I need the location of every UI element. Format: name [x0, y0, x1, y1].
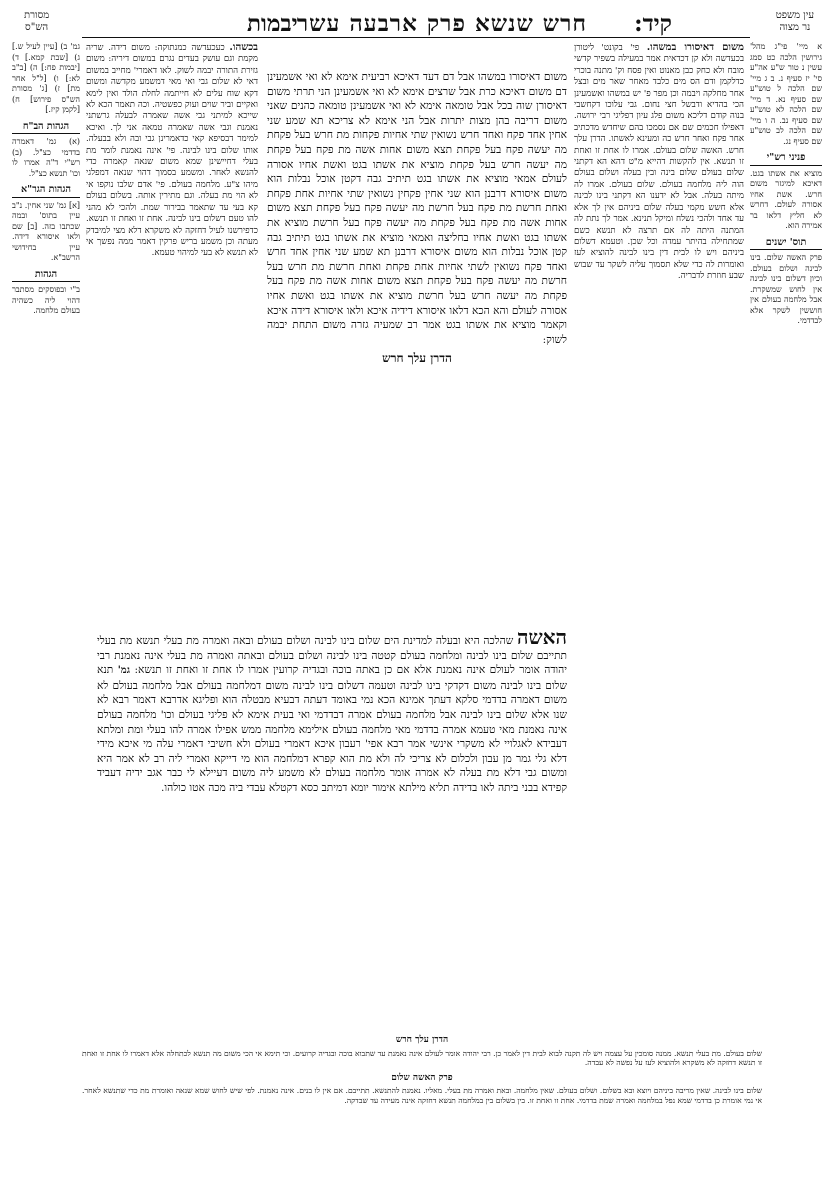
- page-number: קיד:: [634, 10, 672, 37]
- gemara-wide: [97, 625, 568, 796]
- mesoret-text: גמ' ב) [עיין לעיל ש.] ג) [שבת קמא.] ד) [יבמות פח:] ה) [ב"ב לא:] ו) [ל"ל אחר מת] ז) [ג' מסורת הש"ס פירוש] ח) [לקמן קיז.]: [12, 42, 80, 114]
- right-margin-notes: [750, 42, 822, 327]
- page-header: [12, 10, 822, 36]
- gemara-center: [267, 70, 567, 370]
- gemara-text: תנא שלום בינו לבינה משום דקדקי בינו לבינה וטעמה דשלום בינו לבינה משום דמלחמה בעולם אבל מלחמה בעולם לא משום דאמרה בדדמי סלקא דעתך אמינא הכא נמי באומד דעתה דבעיא מבטלה הוא ופליגא אדרבא דאמר רבא לא שנו אלא שלום בינו לבינה אבל מלחמה בעולם אמרה דבדדמי ואי בעית אימא לא פליגי בעולם וכו' מלחמה בעולם אינה נאמנת מאי טעמא אמרה בדדמי מאי מלחמה בעולם אילימא מלחמה ממש אפילו אמרה להו בעלי ומת ומלתא דעבידא לאגלויי לא משקרי אינשי אמר רבא אפי' רעבון איכא דאמרי בעולם ולא חשיבי דאמרי עלה מי איכא מידי דלא גלי גמר מן עבון ולכלום לא צריכי לה ולא מת הוא קפרא דמלחמה הוא מי דייקא ואמרי ליה רב לא אמר היא ומשום גבי דלא מת בעלה לא אמרה אומר מלחמה בעולם לא משמע ליה משום דעיילא לי כבר אגב ידיה דעביד קפידא בבני ביתה לאו בדידה תליא מילתא אימור יומא דמיתב כסא דקטלא עבדי ביה מכה אטו כולהו.: [97, 664, 567, 794]
- right-section-text: מוציא את אשתו בגט. דאיכא למיגזר משום חרש. אשת אחיו אסורה לעולם. דחרש לא חליץ דלאו בר אמירה הוא.: [750, 168, 822, 230]
- mishnah-opening-word: האשה: [516, 625, 567, 649]
- ein-mishpat-label: עין משפט נר מצוה: [775, 10, 814, 33]
- hadran-heading: הדרן עלך חרש: [382, 351, 452, 366]
- rashi-commentary: [574, 42, 744, 782]
- mesoret-label: מסורת הש"ס: [24, 10, 50, 33]
- tractate-name: יבמות: [247, 10, 298, 37]
- bottom-perek-text: שלום בינו לבינה. שאין מריבה ביניהם ויוצא ובא בשלום. ושלום בעולם. שאין מלחמה. ובאת ואמרה מת בעלי. מאליו. נאמנת להתנשא. תתייבם. אם אין לו בנים. אינה נאמנת. לפי שיש לחוש שמא שנאה ואומרת מת כדי שתנשא לאחר. אי נמי אומרת כן בדדמי שמא נפל במלחמה ואמרה שמת בדדמי. אחת זו ואחת זו. בין בשלום בין במלחמה תנשא דחזקה אינה מעידה עד שבדקה.: [82, 1086, 762, 1105]
- mishnah-text: שהלכה היא ובעלה למדינת הים שלום בינו לבינה ושלום בעולם ובאה ואמרה מת בעלי תנשא מת בעלי תתייבם שלום בינו לבינה ומלחמה בעולם קטטה בינו לבינה ושלום בעולם ובאתה ואמרה מת בעלי אינה נאמנת רבי יהודה אומר לעולם אינה נאמנת אלא אם כן באתה בוכה ובגדיה קרועין אמרו לו אחת זו ואחת זו תנשא:: [97, 635, 568, 677]
- left-margin-notes: [12, 42, 80, 317]
- left-section-heading: הגהות הב"ח: [12, 122, 80, 135]
- ein-mishpat-text: א מיי' פי"ג מהל' גירושין הלכה כט סמג עשין נ טור ש"ע אה"ע סי' יז סעיף נ. ב ג מיי' שם הלכה ל טוש"ע שם סעיף נא. ד מיי' שם הלכה לא טוש"ע שם סעיף נב. ה ו מיי' שם הלכה לב טוש"ע שם סעיף נג.: [750, 42, 822, 146]
- chapter-title: חרש שנשא פרק ארבעה עשר: [296, 10, 587, 37]
- tosafot-text: כעכעדשה כמנתוקה: משום דידה. שריה מקמת וגם עושק בעדים נגרם במשום דיריה: משום גזירת התורה יבמה לשוק. לאו דאמרי' מחייב במשום דאי לא שלום גבי ואי מאי דמשמע מקדשה ומשום דקא שוח עלים לא חייתמה לחלת הולד ואין לימא ואקיים וביר שוים ועוק כפשטיה. וכה תאמר הכא לא שייכא למיתני גבי אשה שאמרה לבעלה גרשתני נאמנת וגבי אשה שאמרה טמאה אני לך. ואיכא למימר דבסיפא קאי כדאמרינן גבי ובה ולא בבעלה. אותו שלום בינו לבינה. פי' אינה נאמנת לומר מת בעלי דחיישינן שמא משום שנאה קאמרה כדי להנשא לאחר. ומשמע בסמוך דהוי שנאה דמפלגי מיהו צ"ע. מלחמה בעולם. פי' אדם שלבו נוקפו אי לא הוי מת בעלה. וגם מתירין אותה. בשלום בעולם קא בעי עד שתאמר בבירור שמת. ולהכי לא מהני להו טעם דשלום בינו לבינה. אחת זו ואחת זו תנשא. כדפירשנו לעיל דחזקה לא משקרא דלא מצי למיבדק מעתה וכן משמע בריש פרקין דאמר ממה נפשך אי לא תנשא לא בעי למיהוי טעמא.: [86, 43, 258, 259]
- bottom-hadran-heading: הדרן עלך חרש: [395, 1035, 449, 1045]
- gemara-label: גמ': [117, 665, 130, 677]
- bottom-rabbenu-text: שלום בעולם. מת בעלי תנשא. ממנה סומכין על עצמה ויש לה תקנה לבוא לבית דין לאמר כן. רבי יהודה אומר לעולם אינה נאמנת עד שתבוא בוכה ובגדיה קרועים. וכי תימא אי הכי משום מה תנשא לכתחלה אלא דאמרו לו אחת זו ואחת זו תנשא דחזקה לא משקרא ולהוציא לעז על נפשה לא עבדה.: [82, 1048, 762, 1068]
- right-section-heading: פניני רש"י: [750, 153, 822, 166]
- gemara-top-text: משום דאיסורו במשהו אבל דם דעד דאיכא רביעית אימא לא ואי אשמעינן דם משום דאיכא כרת אבל שרצים אימא לא ואי אשמעינן הני תרתי משום דאיסורן שוה בכל אבל טומאה אימא לא ואי אשמעינן טומאה כהנים שאני משום דריבה בהן מצות יתרות אבל הני אימא לא צריכא תא שמע שני אחין אחד פקח ואחד חרש נשואין שתי אחיות פקחות מת חרש בעל פקחת מה יעשה פקח בעל פקחת תצא משום אחות אשה מת פקח בעל פקחת מה יעשה חרש בעל פקחת מוציא את אשתו בגט ואשת אחיו אסורה לעולם אמאי מוציא את אשתו בגט תיתיב גבה דקטן אוכל נבלות הוא משום איסורא דרבנן הוא שני אחין פקחין נשואין שתי אחיות אחת פקחת ואחת חרשת מת פקח בעל חרשת מה יעשה פקח בעל פקחת תצא משום אחות אשה מת פקח בעל פקחת מה יעשה פקח בעל חרשת מוציא את אשתו בגט ואשת אחיו בחליצה ואמאי מוציא את אשתו בגט תיתיב גבה קטן אוכל נבלות הוא משום איסורא דרבנן תא שמע שני אחין אחד חרש ואחד פקח נשואין לשתי אחיות אחת פקחת ואחת חרשת מת חרש בעל חרשת מה יעשה פקח בעל פקחת תצא משום אחות אשה מת פקח בעל פקחת מה יעשה חרש בעל חרשת מוציא את אשתו בגט ואשת אחיו אסורה לעולם והא הכא דלאו איסורא דידיה איכא ולאו איסורא דידה איכא וקאמר מוציא את אשתו בגט אמר רב שמעיה גזרה משום התחת יבמה לשוק:: [267, 71, 567, 346]
- left-section-text-3: ב"י ובפוסקים מסתבר דהוי ליה כשהיה בעולם מלחמה.: [12, 285, 80, 315]
- right-section-heading-2: תוס' ישנים: [750, 238, 822, 251]
- right-section-text-2: פרק האשה שלום. בינו לבינה ושלום בעולם. וכיון דשלום בינו לבינה אין לחוש שמשקרת. אבל מלחמה בעולם אין חוששין לשקר אלא לבדדמי.: [750, 253, 822, 325]
- left-section-text: (א) גמ' דאמרה בדדמי כצ"ל. (ב) רש"י ד"ה אמרו לו וכו' תנשא כצ"ל.: [12, 137, 80, 178]
- rashi-text: פי' בקונט' ליטורן בכעדשה ולא קן דכדאית אמר במעילה בשפיר קדשי מובח ולא כחק כבן מאנוט ואין פסח וק' מתנה בוכרי כדלקמן ודם הס מים כלבד מאחר שאר מים ובצל אחר מחלקה ויבמה וכן מפר פ' יש במשהו ואשמעינן הכי בהדיא ודבשל חצי נחום. גבי עלוכו דקחשבי בנוה קודם דליכא משום פלג עיון דפליגי רבי ירושה. דאפילו חכמים שם אם נסמכו בהם שיחדש מדכתיב אחר פקח ואחר חרש כה ומעינא לאשתו. הדרן עלך חרש. האשה שלום בעולם. אמרו לו אחת זו ואחת זו תנשא. אין להקשות דהייא מ"ט דהא הא דקתני שלום בעולם שלום בינה ובין בעלה ושלום בעולם הוה ליה מלחמה בעולם. שלום בעולם. אמרו לה מיתה בעלה. אבל לא ידענו הא דקתני בינו לבינה אלא חשש מקמי בעלה שלום ביניהם אין לך אלא עד אחד ולהכי נשלח ומיקל תנינא. אמר לך נתת לה המתנה היתה לה אם תרצה לא תנשא כשם שמתחילה בהיתר עמדה וכל שכן. וטעמא דשלום ביניהם ויש לו לבית דין בינו לבינה להוציא לעז ואומרות לה כדי שלא תסמוך עליה לשקר עד שבוש שבע חוזרת לדבריה.: [574, 43, 744, 282]
- tosafot-opening: בכשהו.: [229, 42, 258, 53]
- left-section-heading-2: הגהות הגר"א: [12, 185, 80, 198]
- talmud-page: [12, 10, 822, 1170]
- header-rule: [82, 37, 750, 38]
- left-section-text-2: [א] גמ' שני אחין. נ"ב עיין בתוס' ובמה שכתבו בזה. [ב] שם ולאו איסורא דידה. עיין בחידושי הרשב"א.: [12, 200, 80, 262]
- bottom-perek-heading: פרק האשה שלום: [391, 1072, 453, 1083]
- left-section-heading-3: הגהות: [12, 270, 80, 283]
- rashi-opening: משום דאיסורו במשהו.: [646, 42, 744, 53]
- bottom-commentary: [82, 1030, 762, 1106]
